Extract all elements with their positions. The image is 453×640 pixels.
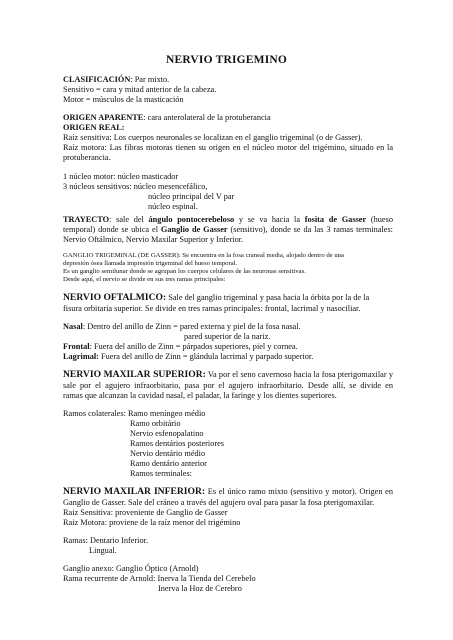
lagrimal-line <box>63 352 313 362</box>
lagrimal-text: Fuera del anillo de Zinn = glándula lacrimal y parpado superior. <box>98 352 314 361</box>
origen-aparente-line <box>63 113 271 123</box>
ganglio-note-2: depresión ósea llamada impresión trigeminal del hueso temporal. <box>63 260 238 267</box>
trayecto-bold-a: ángulo pontocerebeloso <box>148 215 235 224</box>
trayecto-label: TRAYECTO <box>63 215 110 224</box>
oftalmico-label: NERVIO OFTALMICO: <box>63 292 167 303</box>
trayecto-text-a: : sale del <box>109 215 144 224</box>
max-inf-raiz-sensitiva: Raiz Sensitiva: proveniente de Ganglio de Gasser <box>63 508 228 517</box>
max-inf-text-1: Es el único ramo mixto (sensitivo y motor). Origen en <box>205 487 393 496</box>
max-sup-line2: sale por el agujero infraorbitario, pasa por el agujero infraorbitario. Desde allí, se divide en <box>63 381 393 390</box>
max-inf-ramas-1: Ramas: Dentario Inferior. <box>63 536 149 545</box>
trayecto-line2-bold: Ganglio de Gasser <box>160 225 228 234</box>
origen-real-label: ORIGEN REAL: <box>63 123 125 132</box>
clasificacion-line <box>63 75 169 85</box>
nasal-line2: pared superior de la nariz. <box>184 332 271 341</box>
origen-aparente-label: ORIGEN APARENTE <box>63 113 144 122</box>
max-sup-rama: Ramos terminales: <box>130 469 192 478</box>
oftalmico-line1 <box>63 293 369 303</box>
max-inf-label: NERVIO MAXILAR INFERIOR: <box>63 486 206 497</box>
trayecto-line2-a: temporal) donde se ubica el <box>63 225 159 234</box>
ganglio-note-1: GANGLIO TRIGEMINAL (DE GASSER): Se encuentra en la fosa craneal media, alojado dentro de una <box>63 252 344 259</box>
trayecto-line3: Nervio Oftálmico, Nervio Maxilar Superior y Inferior. <box>63 235 244 244</box>
max-inf-raiz-motora: Raiz Motora: proviene de la raíz menor del trigémino <box>63 518 241 527</box>
page-title: NERVIO TRIGEMINO <box>165 54 288 66</box>
clasificacion-sensitivo: Sensitivo = cara y mitad anterior de la cabeza. <box>63 85 217 94</box>
trayecto-line1 <box>63 215 393 225</box>
nucleos-sensitivos-2: núcleo principal del V par <box>148 192 235 201</box>
nucleo-motor: 1 núcleo motor: núcleo masticador <box>63 172 179 181</box>
frontal-line <box>63 342 298 352</box>
max-sup-line3: ramas que alcanzan la cavidad nasal, el paladar, la faringe y los dientes superiores. <box>63 391 337 400</box>
max-sup-text-1: Va por el seno cavernoso hacia la fosa pterigomaxilar y <box>205 370 393 379</box>
ganglio-anexo: Ganglio anexo: Ganglio Óptico (Arnold) <box>63 564 199 573</box>
max-sup-label: NERVIO MAXILAR SUPERIOR: <box>63 369 206 380</box>
nucleos-sensitivos-1: 3 núcleos sensitivos: núcleo mesencefálico, <box>63 182 208 191</box>
trayecto-bold-b: fosita de Gasser <box>304 215 367 224</box>
nasal-line1 <box>63 322 301 332</box>
trayecto-line2 <box>63 225 393 235</box>
rama-recurrente: Rama recurrente de Arnold: Inerva la Tienda del Cerebelo <box>63 574 256 583</box>
trayecto-text-b: y se va hacia la <box>238 215 301 224</box>
ganglio-note-3: Es un ganglio semilunar donde se agrupan los cuerpos celulares de las neuronas sensitivas. <box>63 268 306 275</box>
clasificacion-motor: Motor = músculos de la masticación <box>63 95 184 104</box>
oftalmico-line2: fisura orbitaria superior. Se divide en tres ramas principales: frontal, lacrimal y nasociliar. <box>63 304 361 313</box>
max-sup-rama: Nervio esfenopalatino <box>130 429 204 438</box>
frontal-label: Frontal <box>63 342 90 351</box>
trayecto-line2-b: (sensitivo), donde se da las 3 ramas terminales: <box>230 225 393 234</box>
max-inf-ramas-2: Lingual. <box>89 546 117 555</box>
trayecto-text-c: (hueso <box>370 215 393 224</box>
lagrimal-label: Lagrimal: <box>63 352 99 361</box>
clasificacion-label: CLASIFICACIÓN <box>63 75 131 84</box>
origen-aparente-value: : cara anterolateral de la protuberancia <box>143 113 271 122</box>
nucleos-sensitivos-3: núcleo espinal. <box>148 202 198 211</box>
max-sup-rama: Ramo dentário anterior <box>130 459 207 468</box>
max-sup-rama: Nervio dentário médio <box>130 449 206 458</box>
max-sup-line1 <box>63 370 393 380</box>
nasal-label: Nasal <box>63 322 83 331</box>
max-inf-line1 <box>63 487 393 497</box>
frontal-text: : Fuera del anillo de Zinn = párpados superiores, piel y cornea. <box>89 342 298 351</box>
max-sup-rama: Ramos dentários posteriores <box>130 439 225 448</box>
raiz-sensitiva: Raíz sensitiva: Los cuerpos neuronales se localizan en el ganglio trigeminal (o de Gasser). <box>63 133 363 142</box>
clasificacion-value: : Par mixto. <box>130 75 170 84</box>
max-inf-line2: Ganglio de Gasser. Sale del cráneo a través del agujero oval para pasar la fosa pterigomaxilar. <box>63 498 375 507</box>
ganglio-note-4: Desde aquí, el nervio se divide en sus tres ramas principales: <box>63 276 226 283</box>
raiz-motora-line1: Raíz motora: Las fibras motoras tienen su origen en el núcleo motor del trigémino, situado en la <box>63 143 393 152</box>
nasal-text-1: : Dentro del anillo de Zinn = pared externa y piel de la fosa nasal. <box>82 322 301 331</box>
max-sup-rama: Ramo orbitário <box>130 419 181 428</box>
raiz-motora-line2: protuberancia. <box>63 153 111 162</box>
max-sup-ramas-label: Ramos colaterales: Ramo meníngeo médio <box>63 409 206 418</box>
rama-recurrente-2: Inerva la Hoz de Cerebro <box>158 584 242 593</box>
oftalmico-text-1: Sale del ganglio trigeminal y pasa hacia la órbita por la de la <box>166 293 370 302</box>
